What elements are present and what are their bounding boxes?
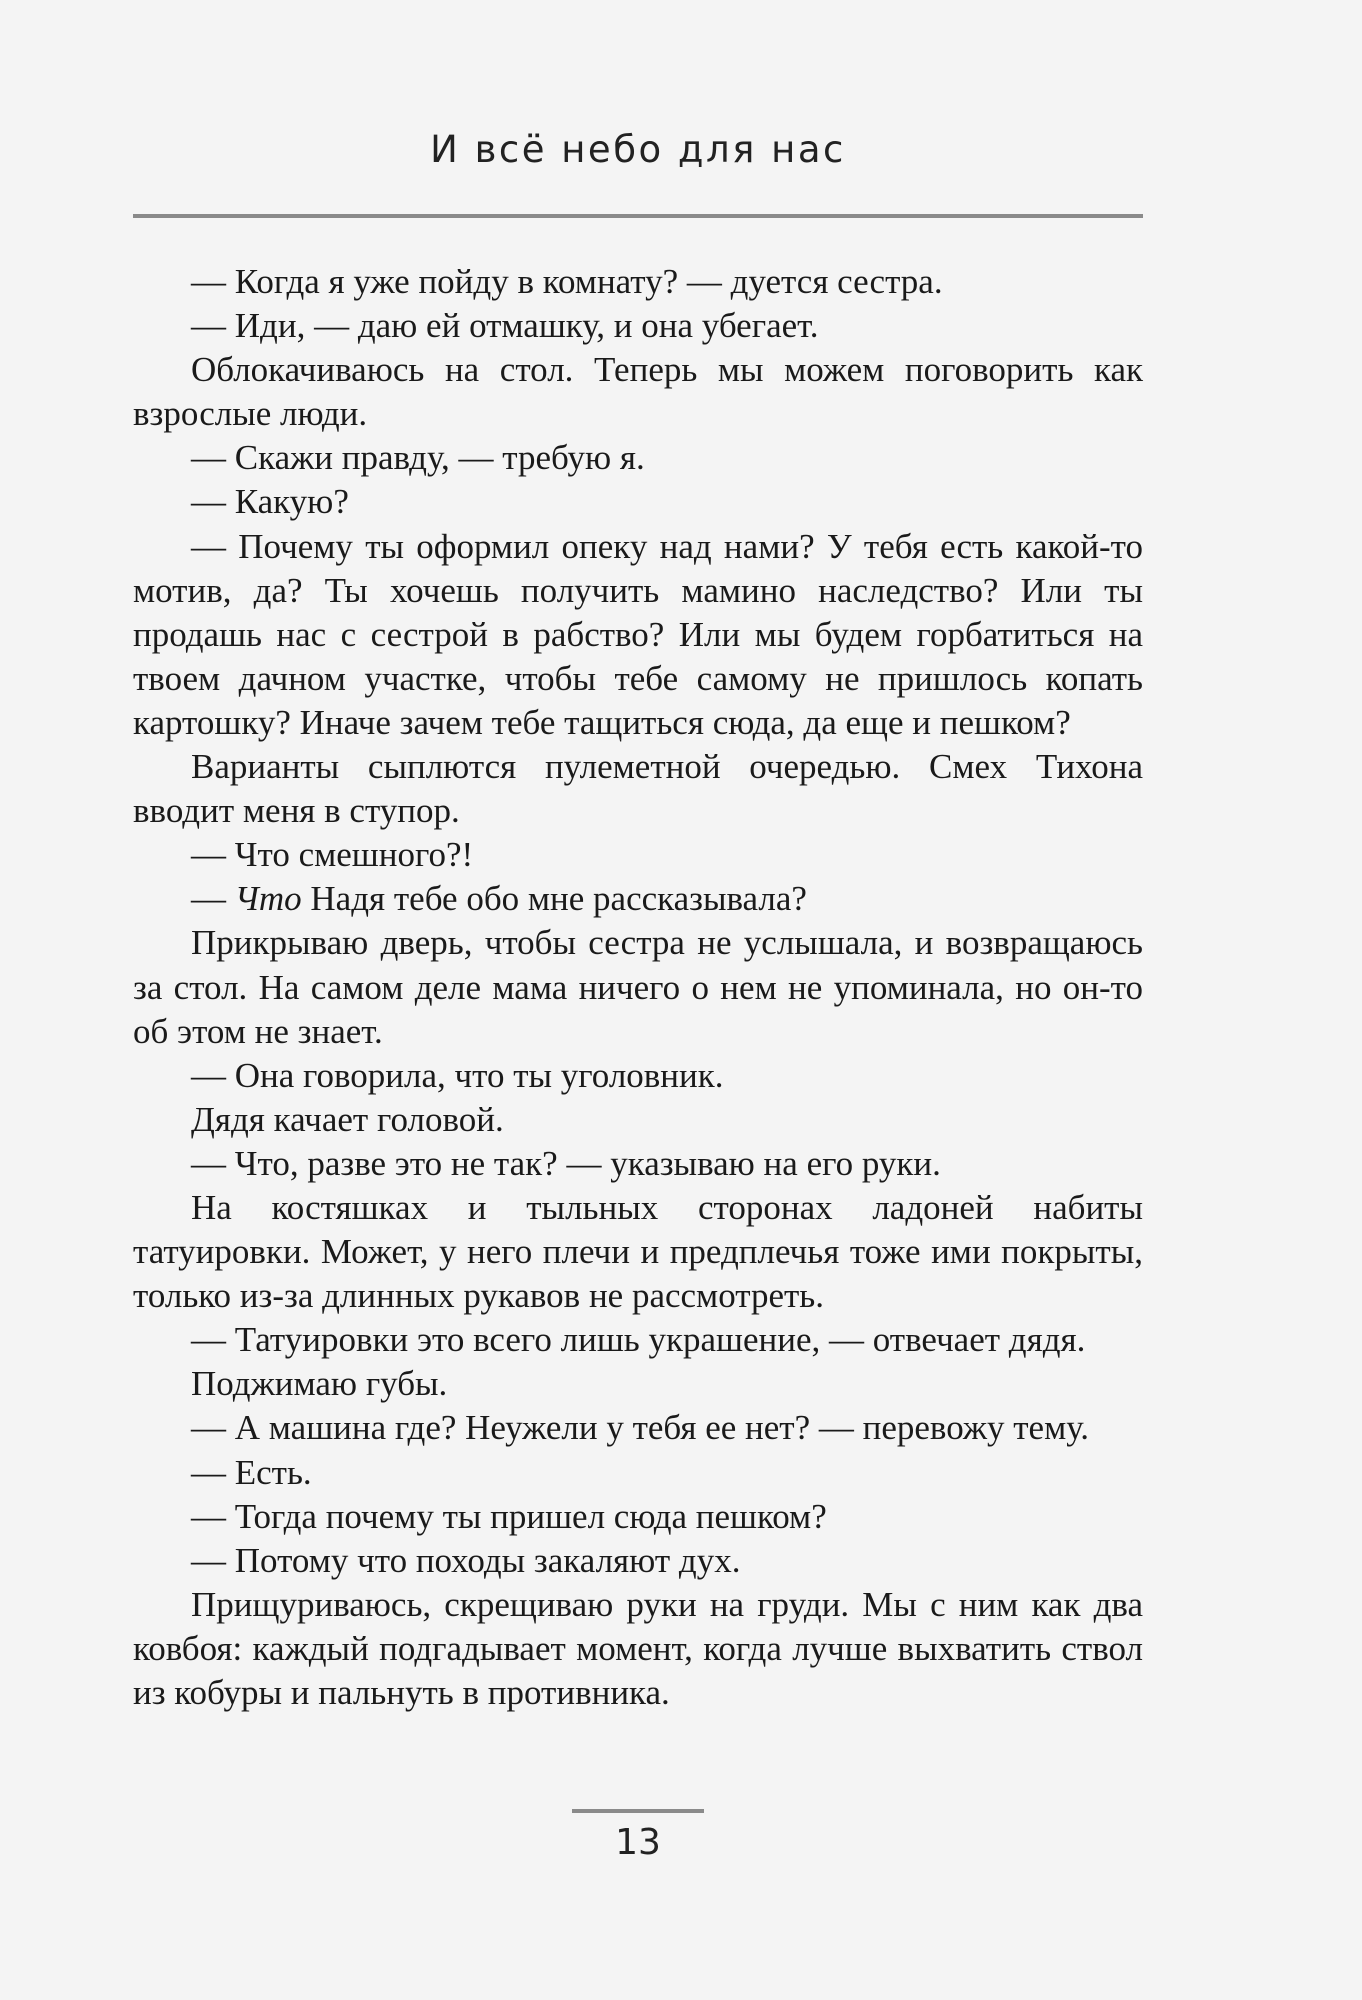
paragraph: — Скажи правду, — требую я.	[191, 438, 645, 478]
paragraph: — Что, разве это не так? — указываю на его руки.	[191, 1143, 941, 1183]
paragraph: Варианты сыплются пулеметной очередью. Смех Тихона вводит меня в ступор.	[133, 747, 1143, 831]
body-text	[133, 260, 1143, 1715]
paragraph	[133, 877, 1143, 921]
paragraph: — Что смешного?!	[191, 835, 474, 875]
paragraph-rest: Надя тебе обо мне рассказывала?	[301, 879, 807, 919]
paragraph: Прищуриваюсь, скрещиваю руки на груди. Мы с ним как два ковбоя: каждый подгадывает момент, когда лучше выхватить ствол из кобуры и пальнуть в противника.	[133, 1584, 1143, 1712]
paragraph: На костяшках и тыльных сторонах ладоней набиты татуировки. Может, у него плечи и предплечья тоже ими покрыты, только из-за длинных рукавов не рассмотреть.	[133, 1187, 1143, 1316]
paragraph: — Есть.	[191, 1452, 312, 1492]
paragraph: Прикрываю дверь, чтобы сестра не услышала, и возвращаюсь за стол. На самом деле мама ничего о нем не упоминала, но он-то об этом не знает.	[133, 923, 1143, 1051]
paragraph: — Татуировки это всего лишь украшение, — отвечает дядя.	[191, 1320, 1086, 1360]
paragraph: — Почему ты оформил опеку над нами? У тебя есть какой-то мотив, да? Ты хочешь получить мамино наследство? Или ты продашь нас с сестрой в рабство? Или мы будем горбатиться на твоем дачном участке, чтобы тебе самому не пришлось копать картошку? Иначе зачем тебе тащиться сюда, да еще и пешком?	[133, 526, 1143, 742]
paragraph: — Тогда почему ты пришел сюда пешком?	[191, 1496, 827, 1536]
dash: —	[191, 879, 235, 919]
running-head: И всё небо для нас	[430, 128, 846, 171]
paragraph: — Она говорила, что ты уголовник.	[191, 1055, 724, 1095]
paragraph: — Потому что походы закаляют дух.	[191, 1540, 741, 1580]
paragraph: Дядя качает головой.	[191, 1099, 504, 1139]
footer-rule	[572, 1809, 704, 1813]
italic-word: Что	[234, 879, 302, 919]
paragraph: — Иди, — даю ей отмашку, и она убегает.	[191, 306, 819, 346]
header-rule	[133, 214, 1143, 218]
paragraph: — Когда я уже пойду в комнату? — дуется сестра.	[191, 262, 943, 301]
paragraph: — Какую?	[191, 482, 349, 522]
paragraph: — А машина где? Неужели у тебя ее нет? — перевожу тему.	[191, 1408, 1089, 1448]
paragraph: Облокачиваюсь на стол. Теперь мы можем поговорить как взрослые люди.	[133, 350, 1143, 434]
page-number: 13	[615, 1822, 661, 1863]
paragraph: Поджимаю губы.	[191, 1364, 448, 1404]
